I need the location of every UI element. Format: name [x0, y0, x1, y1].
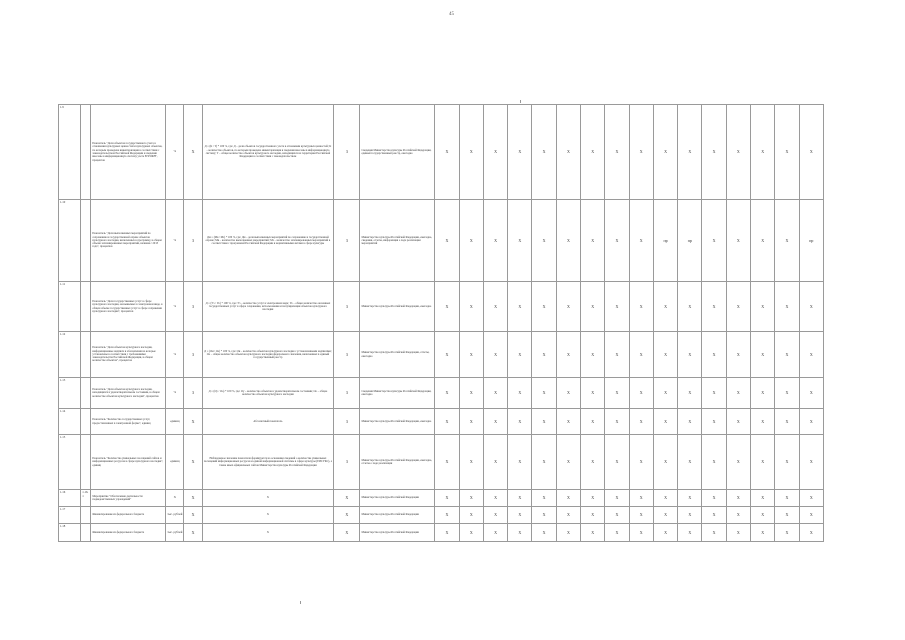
value-cell: пр	[678, 200, 702, 282]
formula-cell: Х	[202, 524, 334, 542]
value-cell: Х	[799, 490, 823, 507]
table-row	[59, 409, 824, 435]
source-cell: Министерство культуры Российской Федерации, отчеты, ежегодно	[360, 332, 435, 378]
value-cell: Х	[726, 105, 750, 200]
table-row	[59, 507, 824, 524]
value-cell: Х	[629, 332, 653, 378]
value-cell: Х	[775, 332, 799, 378]
code-cell: 3	[334, 409, 360, 435]
value-cell: Х	[799, 332, 823, 378]
formula-cell: Д = (Оу / Оо) * 100 %, где: Оу – количество объектов в удовлетворительном состоянии; Оо – общее количество объектов культурного наследия	[202, 378, 334, 409]
value-cell: Х	[605, 105, 629, 200]
code-cell: 3	[334, 435, 360, 490]
value-cell: Х	[605, 507, 629, 524]
row-number: 1.13	[59, 378, 81, 409]
indicator-description: Показатель "Доля объектов культурного наследия, находящихся в удовлетворительном состоянии, в общем количестве объектов культурного наследия", процентов	[91, 378, 166, 409]
value-cell: Х	[459, 490, 483, 507]
value-cell: Х	[775, 105, 799, 200]
value-cell: Х	[702, 507, 726, 524]
value-cell: Х	[726, 409, 750, 435]
formula-cell: Наблюдаемое значение показателя формируется на основании сведений о количестве уникальных посещений информационных ресурсов и единой информационной системы в сфере культуры (ЕИСУКС), а также иных официальных сайтов Министерства культуры Российской Федерации	[202, 435, 334, 490]
value-cell: Х	[532, 409, 556, 435]
value-cell: Х	[508, 524, 532, 542]
value-cell: Х	[726, 282, 750, 332]
indicator-description: Показатель "Доля объектов государственного учета в отношении культурных ценностей и культурных объектов, по которым проведена инвентаризация в соответствии с законодательством Российской Федерации и сведения внесены в информационную систему учета ЕГРОКН", процентов	[91, 105, 166, 200]
unit-cell: %	[166, 378, 184, 409]
value-cell: Х	[459, 282, 483, 332]
row-subnumber	[81, 105, 91, 200]
value-cell: Х	[629, 105, 653, 200]
row-subnumber	[81, 332, 91, 378]
value-cell: Х	[508, 490, 532, 507]
source-cell: Министерство культуры Российской Федерации, ежегодно	[360, 282, 435, 332]
value-cell: Х	[532, 200, 556, 282]
code-cell: Х	[334, 507, 360, 524]
value-cell: Х	[435, 507, 459, 524]
indicator-description: Показатель "Доля выполненных мероприятий по сохранению и государственной охране объектов культурного наследия, включенных в программу, в общем объеме запланированных мероприятий, начиная с 2013 года", процентов	[91, 200, 166, 282]
value-cell: Х	[581, 524, 605, 542]
row-number: 1.18	[59, 524, 81, 542]
value-cell: Х	[581, 105, 605, 200]
value-cell: Х	[556, 105, 580, 200]
value-cell: Х	[799, 378, 823, 409]
value-cell: Х	[751, 490, 775, 507]
value-cell: Х	[751, 524, 775, 542]
value-cell: Х	[508, 507, 532, 524]
code-cell: 3	[334, 332, 360, 378]
unit-cell: тыс. рублей	[166, 524, 184, 542]
value-cell: Х	[775, 282, 799, 332]
value-cell: Х	[702, 200, 726, 282]
value-cell: Х	[605, 200, 629, 282]
row-number: 1.10	[59, 200, 81, 282]
source-cell: Министерство культуры Российской Федерации	[360, 507, 435, 524]
value-cell: Х	[678, 378, 702, 409]
value-cell: Х	[435, 435, 459, 490]
indicator-description: Показатель "Количество государственных услуг, предоставленных в электронной форме", единиц	[91, 409, 166, 435]
value-cell: Х	[629, 490, 653, 507]
value-cell: Х	[678, 409, 702, 435]
value-cell: Х	[629, 409, 653, 435]
row-number: 1.12	[59, 332, 81, 378]
value-cell: Х	[483, 490, 507, 507]
value-cell: Х	[556, 524, 580, 542]
value-cell: Х	[532, 524, 556, 542]
value-cell: Х	[435, 490, 459, 507]
row-subnumber	[81, 200, 91, 282]
value-cell: Х	[775, 490, 799, 507]
row-subnumber	[81, 507, 91, 524]
page-edge-mark	[520, 100, 521, 103]
type-cell: 3	[184, 200, 202, 282]
value-cell: Х	[678, 507, 702, 524]
value-cell: Х	[751, 332, 775, 378]
value-cell: Х	[653, 282, 677, 332]
value-cell: Х	[751, 507, 775, 524]
value-cell: Х	[799, 409, 823, 435]
value-cell: Х	[459, 378, 483, 409]
value-cell: Х	[629, 507, 653, 524]
value-cell: Х	[581, 507, 605, 524]
formula-cell: Х	[202, 507, 334, 524]
value-cell: Х	[702, 524, 726, 542]
value-cell: Х	[678, 105, 702, 200]
value-cell: Х	[702, 409, 726, 435]
value-cell: Х	[508, 105, 532, 200]
value-cell: Х	[483, 105, 507, 200]
type-cell: Х	[184, 105, 202, 200]
value-cell: Х	[775, 507, 799, 524]
source-cell: Сведения Министерства культуры Российской Федерации, ежегодно	[360, 378, 435, 409]
formula-cell: Дм = (Мв / Мз) * 100 %, где: Дм – доля выполненных мероприятий по сохранению и государственной охране; Мв – количество выполненных мероприятий; Мз – количество запланированных мероприятий в соответствии с программой Российской Федерации и нормативными актами в сфере культуры	[202, 200, 334, 282]
unit-cell: %	[166, 332, 184, 378]
value-cell: Х	[751, 282, 775, 332]
table-row	[59, 378, 824, 409]
value-cell: Х	[799, 435, 823, 490]
value-cell: Х	[799, 507, 823, 524]
value-cell: Х	[653, 524, 677, 542]
value-cell: Х	[581, 282, 605, 332]
value-cell: Х	[459, 200, 483, 282]
value-cell: Х	[678, 332, 702, 378]
formula-cell: Абсолютный показатель	[202, 409, 334, 435]
value-cell: Х	[653, 409, 677, 435]
value-cell: Х	[556, 409, 580, 435]
value-cell: Х	[532, 490, 556, 507]
unit-cell: единиц	[166, 435, 184, 490]
value-cell: Х	[459, 435, 483, 490]
value-cell: Х	[605, 435, 629, 490]
value-cell: Х	[653, 435, 677, 490]
value-cell: Х	[483, 282, 507, 332]
page-number: 45	[449, 12, 454, 17]
unit-cell: Х	[166, 490, 184, 507]
value-cell: Х	[605, 332, 629, 378]
type-cell: Х	[184, 490, 202, 507]
value-cell: Х	[629, 378, 653, 409]
row-subnumber	[81, 409, 91, 435]
value-cell: Х	[775, 378, 799, 409]
row-number: 1.16	[59, 490, 81, 507]
value-cell: Х	[605, 378, 629, 409]
unit-cell: единиц	[166, 409, 184, 435]
source-cell: Сведения Министерства культуры Российской Федерации, единый государственный реестр, ежегодно	[360, 105, 435, 200]
indicators-table	[58, 104, 824, 542]
code-cell: Х	[334, 490, 360, 507]
indicator-description: Показатель "Доля объектов культурного наследия, информационные надписи и обозначения на которые установлены в соответствии с требованиями законодательства Российской Федерации, в общем количестве объектов", процентов	[91, 332, 166, 378]
formula-cell: Х	[202, 490, 334, 507]
type-cell: Х	[184, 409, 202, 435]
value-cell: Х	[678, 435, 702, 490]
value-cell: Х	[532, 332, 556, 378]
value-cell: Х	[726, 490, 750, 507]
value-cell: Х	[556, 435, 580, 490]
row-number: 1.17	[59, 507, 81, 524]
source-cell: Министерство культуры Российской Федерации	[360, 490, 435, 507]
code-cell: 3	[334, 378, 360, 409]
value-cell: Х	[459, 507, 483, 524]
row-number: 1.11	[59, 282, 81, 332]
value-cell: Х	[556, 200, 580, 282]
value-cell: Х	[508, 332, 532, 378]
value-cell: Х	[581, 435, 605, 490]
value-cell: Х	[483, 409, 507, 435]
value-cell: Х	[605, 490, 629, 507]
table-body	[59, 105, 824, 542]
value-cell: Х	[483, 332, 507, 378]
row-subnumber	[81, 378, 91, 409]
value-cell: Х	[508, 409, 532, 435]
value-cell: Х	[556, 507, 580, 524]
value-cell: Х	[435, 332, 459, 378]
value-cell: Х	[653, 490, 677, 507]
value-cell: Х	[581, 200, 605, 282]
value-cell: Х	[581, 490, 605, 507]
indicator-description: Финансирование из федерального бюджета	[91, 524, 166, 542]
value-cell: Х	[702, 105, 726, 200]
unit-cell: %	[166, 282, 184, 332]
value-cell: Х	[702, 332, 726, 378]
value-cell: Х	[751, 105, 775, 200]
value-cell: Х	[702, 378, 726, 409]
value-cell: Х	[775, 409, 799, 435]
value-cell: Х	[508, 378, 532, 409]
value-cell: Х	[726, 200, 750, 282]
value-cell: Х	[775, 524, 799, 542]
value-cell: Х	[435, 105, 459, 200]
value-cell: Х	[556, 332, 580, 378]
row-subnumber	[81, 524, 91, 542]
value-cell: Х	[629, 435, 653, 490]
row-subnumber	[81, 435, 91, 490]
type-cell: 3	[184, 378, 202, 409]
unit-cell: %	[166, 200, 184, 282]
type-cell: 3	[184, 282, 202, 332]
value-cell: Х	[726, 524, 750, 542]
value-cell: Х	[799, 282, 823, 332]
page-edge-mark	[300, 601, 301, 604]
value-cell: Х	[605, 409, 629, 435]
table-row	[59, 200, 824, 282]
value-cell: Х	[726, 435, 750, 490]
value-cell: Х	[556, 282, 580, 332]
table-row	[59, 524, 824, 542]
row-number: 1.15	[59, 435, 81, 490]
table-row	[59, 105, 824, 200]
value-cell: Х	[629, 524, 653, 542]
value-cell: Х	[726, 332, 750, 378]
source-cell: Министерство культуры Российской Федерации, ежегодно, отчеты о ходе реализации	[360, 435, 435, 490]
value-cell: Х	[483, 507, 507, 524]
value-cell: Х	[751, 409, 775, 435]
row-subnumber: 1.16.1	[81, 490, 91, 507]
table-row	[59, 490, 824, 507]
value-cell: Х	[605, 282, 629, 332]
value-cell: Х	[678, 524, 702, 542]
value-cell: Х	[508, 282, 532, 332]
value-cell: Х	[775, 200, 799, 282]
value-cell: Х	[532, 435, 556, 490]
value-cell: Х	[556, 490, 580, 507]
value-cell: Х	[483, 435, 507, 490]
value-cell: Х	[435, 378, 459, 409]
value-cell: Х	[702, 490, 726, 507]
value-cell: Х	[532, 105, 556, 200]
value-cell: Х	[581, 409, 605, 435]
code-cell: 3	[334, 282, 360, 332]
formula-cell: Д = (Ои / Оо) * 100 %, где: Ои – количество объектов культурного наследия с установленными надписями; Оо – общее количество объектов культурного наследия федерального значения, включенных в единый государственный реестр	[202, 332, 334, 378]
value-cell: Х	[532, 282, 556, 332]
table-row	[59, 435, 824, 490]
value-cell: Х	[726, 507, 750, 524]
value-cell: Х	[459, 105, 483, 200]
type-cell: 3	[184, 332, 202, 378]
value-cell: Х	[532, 378, 556, 409]
value-cell: Х	[435, 282, 459, 332]
formula-cell: Д = (Уэ / Уо) * 100 %, где: Уэ – количество услуг в электронном виде; Уо – общее количество оказанных государственных услуг в сфере сохранения, использования и популяризации объектов культурного наследия	[202, 282, 334, 332]
value-cell: Х	[751, 378, 775, 409]
value-cell: Х	[483, 200, 507, 282]
type-cell: Х	[184, 507, 202, 524]
value-cell: Х	[459, 409, 483, 435]
value-cell: Х	[799, 105, 823, 200]
row-subnumber	[81, 282, 91, 332]
indicator-description: Показатель "Количество уникальных посещений сайтов и информационных ресурсов в сфере культурного наследия", единиц	[91, 435, 166, 490]
code-cell: 3	[334, 105, 360, 200]
indicator-description: Финансирование из федерального бюджета	[91, 507, 166, 524]
value-cell: Х	[435, 200, 459, 282]
value-cell: Х	[435, 409, 459, 435]
value-cell: Х	[581, 378, 605, 409]
type-cell: Х	[184, 524, 202, 542]
value-cell: пр	[653, 200, 677, 282]
source-cell: Министерство культуры Российской Федерации, ежегодно, сведения, отчеты, информация о ходе реализации мероприятий	[360, 200, 435, 282]
table-row	[59, 332, 824, 378]
value-cell: Х	[653, 105, 677, 200]
value-cell: Х	[459, 332, 483, 378]
value-cell: Х	[508, 435, 532, 490]
value-cell: Х	[702, 282, 726, 332]
code-cell: 3	[334, 200, 360, 282]
value-cell: Х	[702, 435, 726, 490]
value-cell: Х	[435, 524, 459, 542]
value-cell: Х	[653, 507, 677, 524]
value-cell: Х	[605, 524, 629, 542]
source-cell: Министерство культуры Российской Федерации, ежегодно	[360, 409, 435, 435]
value-cell: Х	[751, 200, 775, 282]
value-cell: Х	[532, 507, 556, 524]
code-cell: Х	[334, 524, 360, 542]
value-cell: Х	[459, 524, 483, 542]
unit-cell: %	[166, 105, 184, 200]
value-cell: Х	[799, 524, 823, 542]
type-cell: Х	[184, 435, 202, 490]
value-cell: Х	[508, 200, 532, 282]
row-number: 1.14	[59, 409, 81, 435]
value-cell: Х	[581, 332, 605, 378]
row-number: 1.9	[59, 105, 81, 200]
formula-cell: Д = (К / Т) * 100 %, где: Д – доля объектов государственного учета в отношении культурных ценностей; К – количество объектов, по которым проведена инвентаризация и сведения внесены в информационную систему; Т – общее количество объектов культурного наследия, находящихся на территории Российской Федерации в соответствии с законодательством	[202, 105, 334, 200]
value-cell: Х	[775, 435, 799, 490]
value-cell: Х	[629, 200, 653, 282]
value-cell: Х	[751, 435, 775, 490]
table-row	[59, 282, 824, 332]
indicator-description: Мероприятие "Обеспечение деятельности подведомственных учреждений"	[91, 490, 166, 507]
value-cell: Х	[653, 332, 677, 378]
value-cell: Х	[653, 378, 677, 409]
value-cell: Х	[556, 378, 580, 409]
value-cell: Х	[483, 378, 507, 409]
value-cell: Х	[726, 378, 750, 409]
indicator-description: Показатель "Доля государственных услуг в сфере культурного наследия, оказываемых в электронном виде, в общем объеме государственных услуг в сфере сохранения культурного наследия", процентов	[91, 282, 166, 332]
value-cell: Х	[629, 282, 653, 332]
value-cell: Х	[678, 490, 702, 507]
value-cell: пр	[799, 200, 823, 282]
source-cell: Министерство культуры Российской Федерации	[360, 524, 435, 542]
value-cell: Х	[678, 282, 702, 332]
value-cell: Х	[483, 524, 507, 542]
unit-cell: тыс. рублей	[166, 507, 184, 524]
